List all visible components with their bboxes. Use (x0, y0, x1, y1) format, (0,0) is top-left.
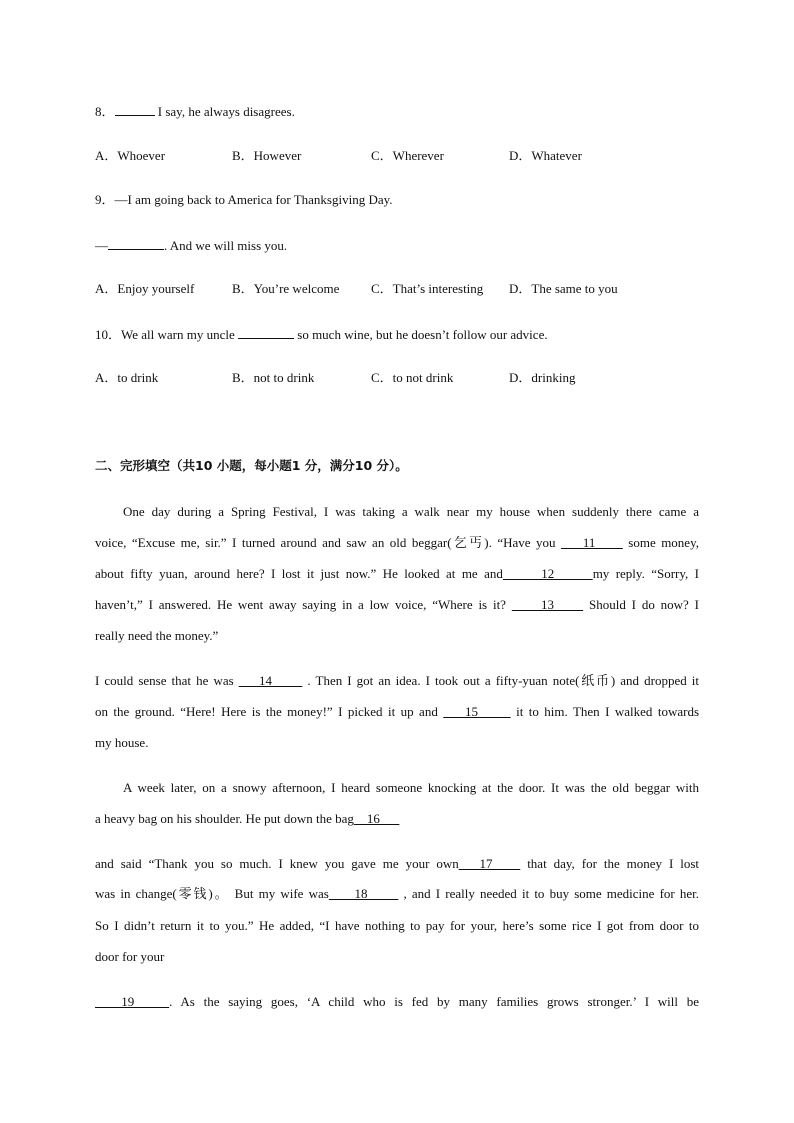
passage-line: really need the money.” (95, 628, 219, 643)
passage-line: I could sense that he was 14 . Then I got an idea. I took out a fifty-yuan note(纸币) and dropped it (95, 673, 700, 688)
blank-19: 19 (95, 994, 170, 1009)
question-number: 8． (95, 104, 115, 119)
question-9-reply (95, 237, 287, 254)
dash: — (95, 238, 108, 253)
option-c: C．Wherever (371, 148, 444, 163)
blank-15: 15 (443, 704, 511, 719)
option-b: B．However (232, 148, 302, 163)
question-10 (95, 326, 548, 343)
passage-line: on the ground. “Here! Here is the money!” I picked it up and 15 it to him. Then I walked towards (95, 704, 700, 719)
passage-line: 19 . As the saying goes, ‘A child who is fed by many families grows stronger.’ I will be (95, 994, 700, 1009)
passage-line: a heavy bag on his shoulder. He put down the bag 16 (95, 811, 400, 826)
question-text: We all warn my uncle (121, 327, 239, 342)
passage-line: voice, “Excuse me, sir.” I turned around and saw an old beggar(乞丐). “Have you 11 some money, (95, 535, 699, 550)
blank-16: 16 (353, 811, 400, 826)
passage-line: my house. (95, 735, 149, 750)
passage-line: A week later, on a snowy afternoon, I heard someone knocking at the door. It was the old beggar with (123, 780, 699, 795)
option-c: C．That’s interesting (371, 281, 484, 296)
option-c: C．to not drink (371, 370, 454, 385)
option-a: A．Enjoy yourself (95, 281, 195, 296)
passage-line: One day during a Spring Festival, I was taking a walk near my house when suddenly there came a (123, 504, 699, 519)
question-text-end: so much wine, but he doesn’t follow our advice. (294, 327, 548, 342)
blank-12: 12 (502, 566, 593, 581)
passage-line: door for your (95, 949, 165, 964)
option-d: D．The same to you (509, 281, 618, 296)
question-9 (95, 192, 393, 208)
blank-18: 18 (328, 886, 399, 901)
option-a: A．to drink (95, 370, 159, 385)
answer-blank (115, 103, 155, 116)
question-number: 9． (95, 192, 115, 207)
section-heading: 二、完形填空（共10 小题，每小题1 分，满分10 分）。 (95, 458, 408, 473)
option-d: D．drinking (509, 370, 576, 385)
question-text: —I am going back to America for Thanksgiving Day. (114, 192, 393, 207)
question-number: 10． (95, 327, 122, 342)
option-b: B．You’re welcome (232, 281, 340, 296)
option-a: A．Whoever (95, 148, 166, 163)
passage-line: So I didn’t return it to you.” He added, “I have nothing to pay for your, here’s some rice I got from door to (95, 918, 699, 933)
question-8 (95, 103, 295, 120)
option-d: D．Whatever (509, 148, 582, 163)
passage-line: was in change(零钱)。 But my wife was 18 , and I really needed it to buy some medicine for her. (95, 886, 700, 901)
blank-14: 14 (238, 673, 303, 688)
passage-line: about fifty yuan, around here? I lost it just now.” He looked at me and 12 my reply. “Sorry, I (95, 566, 700, 581)
answer-blank (238, 326, 294, 339)
answer-blank (108, 237, 164, 250)
passage-line: and said “Thank you so much. I knew you gave me your own 17 that day, for the money I lost (95, 856, 700, 871)
blank-11: 11 (560, 535, 623, 550)
reply-text: . And we will miss you. (164, 238, 288, 253)
question-text: I say, he always disagrees. (154, 104, 295, 119)
blank-17: 17 (458, 856, 521, 871)
blank-13: 13 (511, 597, 584, 612)
option-b: B．not to drink (232, 370, 315, 385)
passage-line: haven’t,” I answered. He went away saying in a low voice, “Where is it? 13 Should I do now? I (95, 597, 699, 612)
